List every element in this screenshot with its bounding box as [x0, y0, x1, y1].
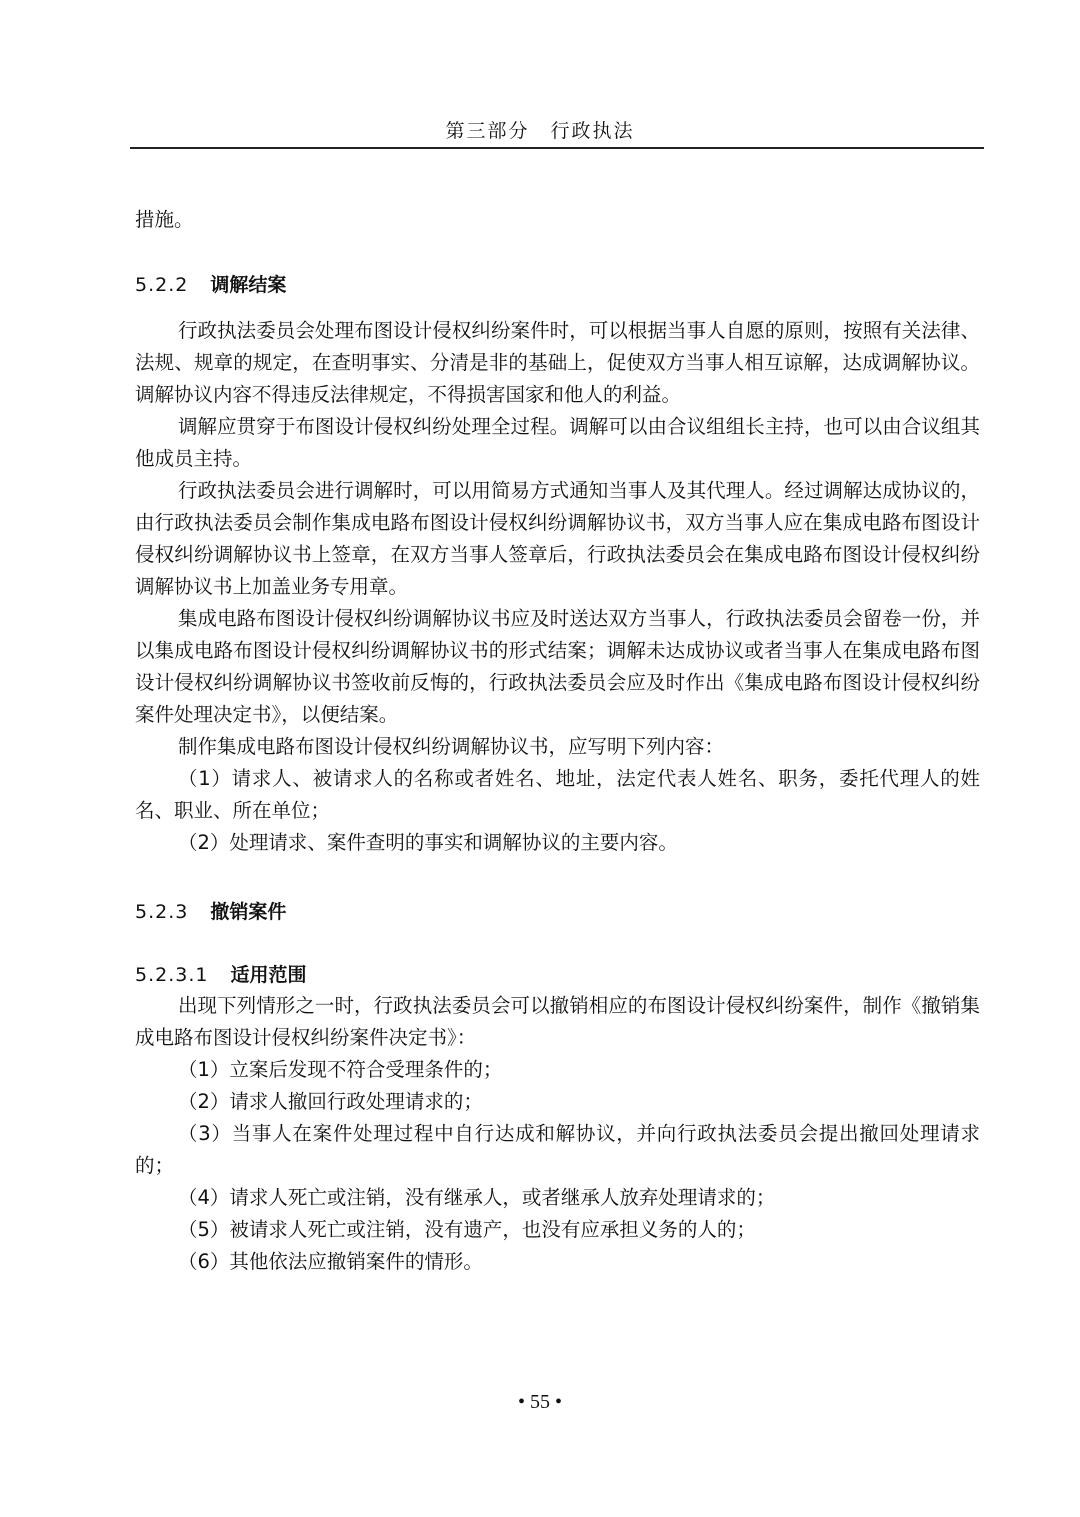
- list-item: （4）请求人死亡或注销，没有继承人，或者继承人放弃处理请求的；: [178, 1186, 776, 1209]
- heading-title: 撤销案件: [210, 901, 287, 923]
- list-item: （5）被请求人死亡或注销，没有遗产，也没有应承担义务的人的；: [178, 1218, 756, 1241]
- heading-title: 适用范围: [230, 964, 307, 986]
- heading-number: 5.2.3: [135, 901, 189, 923]
- heading-5-2-3: [135, 896, 980, 928]
- list-item: （6）其他依法应撤销案件的情形。: [178, 1250, 483, 1273]
- page-number: • 55 •: [517, 1391, 562, 1413]
- header-rule: [130, 147, 984, 149]
- list-item: （2）处理请求、案件查明的事实和调解协议的主要内容。: [178, 831, 678, 854]
- paragraph: 出现下列情形之一时，行政执法委员会可以撤销相应的布图设计侵权纠纷案件，制作《撤销集成电路布图设计侵权纠纷案件决定书》：: [135, 994, 980, 1049]
- list-item: （1）请求人、被请求人的名称或者姓名、地址，法定代表人姓名、职务，委托代理人的姓名、职业、所在单位；: [135, 767, 980, 822]
- paragraph: 行政执法委员会处理布图设计侵权纠纷案件时，可以根据当事人自愿的原则，按照有关法律、法规、规章的规定，在查明事实、分清是非的基础上，促使双方当事人相互谅解，达成调解协议。调解协议内容不得违反法律规定，不得损害国家和他人的利益。: [135, 319, 980, 406]
- list-item: （3）当事人在案件处理过程中自行达成和解协议，并向行政执法委员会提出撤回处理请求的；: [135, 1122, 980, 1177]
- section-5-2-3-1-body: [135, 990, 980, 1278]
- heading-number: 5.2.2: [135, 274, 189, 296]
- list-item: （2）请求人撤回行政处理请求的；: [178, 1090, 483, 1113]
- heading-5-2-2: [135, 269, 980, 301]
- heading-5-2-3-1: [135, 959, 980, 991]
- paragraph: 集成电路布图设计侵权纠纷调解协议书应及时送达双方当事人，行政执法委员会留卷一份，并以集成电路布图设计侵权纠纷调解协议书的形式结案；调解未达成协议或者当事人在集成电路布图设计侵权纠纷调解协议书签收前反悔的，行政执法委员会应及时作出《集成电路布图设计侵权纠纷案件处理决定书》，以便结案。: [135, 607, 980, 726]
- heading-title: 调解结案: [210, 274, 287, 296]
- list-item: （1）立案后发现不符合受理条件的；: [178, 1058, 503, 1081]
- section-5-2-2-body: [135, 315, 980, 859]
- heading-number: 5.2.3.1: [135, 964, 209, 986]
- intro-text: 措施。: [135, 208, 194, 231]
- running-header: 第三部分 行政执法: [445, 120, 635, 142]
- paragraph: 调解应贯穿于布图设计侵权纠纷处理全过程。调解可以由合议组组长主持，也可以由合议组其他成员主持。: [135, 415, 980, 470]
- paragraph: 制作集成电路布图设计侵权纠纷调解协议书，应写明下列内容：: [178, 735, 725, 758]
- paragraph: 行政执法委员会进行调解时，可以用简易方式通知当事人及其代理人。经过调解达成协议的，由行政执法委员会制作集成电路布图设计侵权纠纷调解协议书，双方当事人应在集成电路布图设计侵权纠纷调解协议书上签章，在双方当事人签章后，行政执法委员会在集成电路布图设计侵权纠纷调解协议书上加盖业务专用章。: [135, 479, 980, 598]
